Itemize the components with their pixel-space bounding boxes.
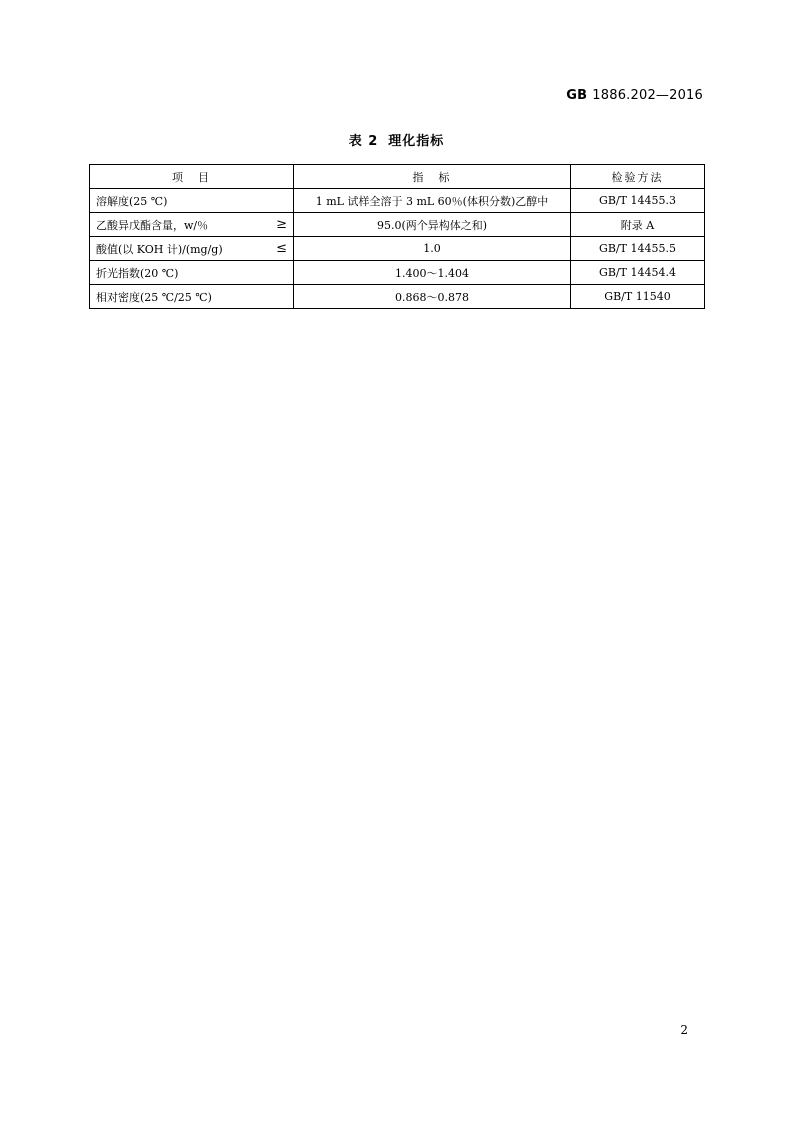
- page-number: 2: [680, 1023, 688, 1037]
- table-row: [90, 213, 705, 237]
- table-row: [90, 261, 705, 285]
- standard-number: [566, 88, 703, 103]
- limit-symbol: ≤: [276, 241, 287, 256]
- cell-method: GB/T 14455.5: [571, 237, 705, 261]
- cell-item: [90, 189, 294, 213]
- column-header-item: 项 目: [90, 165, 294, 189]
- cell-item: [90, 285, 294, 309]
- item-label: 折光指数(20 ℃): [96, 266, 179, 280]
- standard-code: 1886.202—2016: [592, 88, 703, 103]
- column-header-value: 指 标: [294, 165, 571, 189]
- cell-method: 附录 A: [571, 213, 705, 237]
- cell-value: 1.400～1.404: [294, 261, 571, 285]
- cell-method: GB/T 11540: [571, 285, 705, 309]
- cell-method: GB/T 14454.4: [571, 261, 705, 285]
- cell-value: 95.0(两个异构体之和): [294, 213, 571, 237]
- table-header-row: [90, 165, 705, 189]
- limit-symbol: ≥: [276, 217, 287, 232]
- table-row: [90, 237, 705, 261]
- cell-value: 0.868～0.878: [294, 285, 571, 309]
- table-title-text: 理化指标: [388, 134, 445, 149]
- cell-method: GB/T 14455.3: [571, 189, 705, 213]
- cell-value: 1.0: [294, 237, 571, 261]
- table-number: 表 2: [348, 134, 379, 149]
- cell-value: 1 mL 试样全溶于 3 mL 60％(体积分数)乙醇中: [294, 189, 571, 213]
- item-label: 溶解度(25 ℃): [96, 194, 168, 208]
- standard-prefix: GB: [566, 88, 588, 103]
- cell-item: [90, 261, 294, 285]
- column-header-method: 检验方法: [571, 165, 705, 189]
- cell-item: [90, 213, 294, 237]
- item-label: 相对密度(25 ℃/25 ℃): [96, 290, 212, 304]
- table-title: [0, 130, 793, 149]
- item-label: 酸值(以 KOH 计)/(mg/g): [96, 242, 223, 256]
- physicochemical-spec-table: [89, 164, 705, 309]
- cell-item: [90, 237, 294, 261]
- item-label: 乙酸异戊酯含量，w/％: [96, 218, 209, 232]
- table-row: [90, 285, 705, 309]
- table-row: [90, 189, 705, 213]
